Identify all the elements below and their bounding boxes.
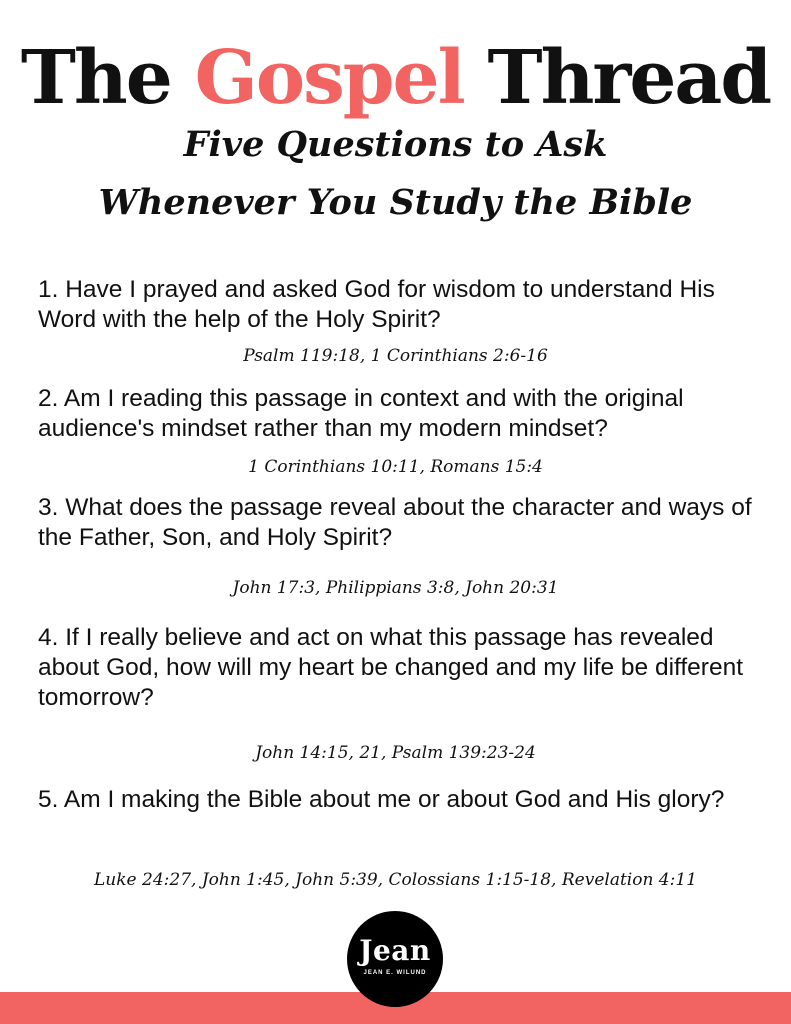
brand-logo bbox=[347, 911, 443, 1007]
question-3-references: John 17:3, Philippians 3:8, John 20:31 bbox=[232, 578, 559, 598]
title-word-gospel: Gospel bbox=[194, 35, 464, 121]
title-word-the: The bbox=[20, 35, 171, 121]
question-4: 4. If I really believe and act on what this passage has revealed about God, how will my heart be changed and my life be different tomorrow? bbox=[38, 624, 744, 711]
logo-subtext: JEAN E. WILUND bbox=[363, 970, 427, 976]
question-2: 2. Am I reading this passage in context and with the original audience's mindset rather than my modern mindset? bbox=[38, 385, 684, 442]
question-5: 5. Am I making the Bible about me or about God and His glory? bbox=[38, 786, 725, 813]
question-2-references: 1 Corinthians 10:11, Romans 15:4 bbox=[248, 457, 543, 477]
question-1: 1. Have I prayed and asked God for wisdom to understand His Word with the help of the Holy Spirit? bbox=[38, 276, 715, 333]
question-1-references: Psalm 119:18, 1 Corinthians 2:6-16 bbox=[243, 346, 548, 366]
subtitle-line-1: Five Questions to Ask bbox=[183, 124, 608, 165]
logo-wordmark: Jean bbox=[359, 934, 431, 967]
title-word-thread: Thread bbox=[487, 35, 771, 121]
question-4-references: John 14:15, 21, Psalm 139:23-24 bbox=[255, 743, 536, 763]
subtitle-line-2: Whenever You Study the Bible bbox=[98, 182, 693, 223]
question-5-references: Luke 24:27, John 1:45, John 5:39, Colossians 1:15-18, Revelation 4:11 bbox=[94, 870, 697, 890]
question-3: 3. What does the passage reveal about the character and ways of the Father, Son, and Holy Spirit? bbox=[38, 494, 752, 551]
page-title bbox=[0, 30, 791, 126]
